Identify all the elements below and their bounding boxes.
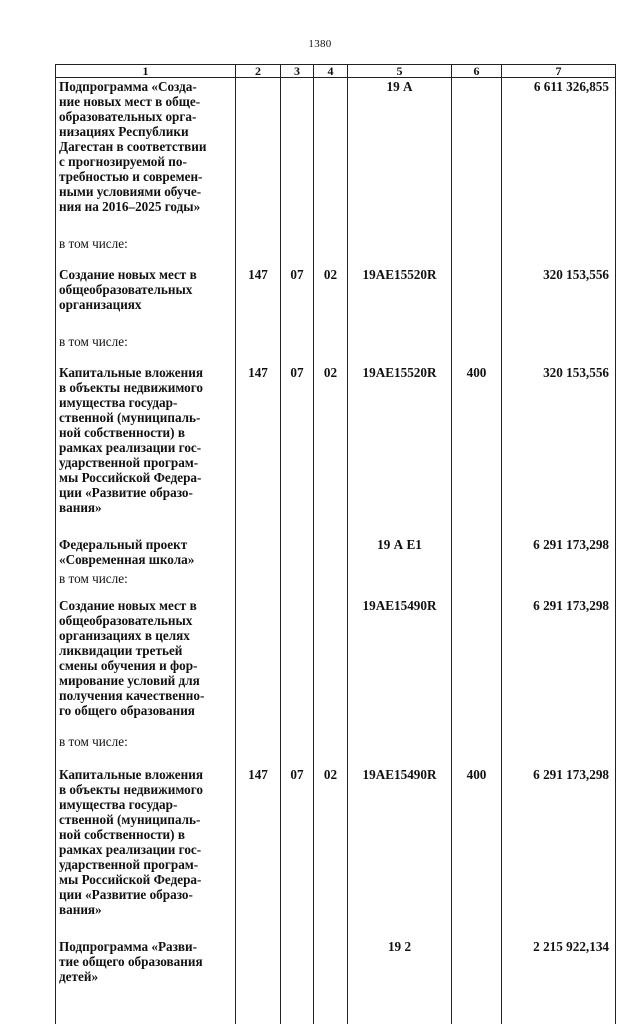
target-article-cell (348, 515, 452, 567)
table-body (56, 78, 616, 1024)
section-code-cell (281, 349, 314, 515)
column-header: 7 (502, 65, 616, 78)
row-name-text: Создание новых мест в общеобразовательных организациях в целях ликвидации третьей смены обучения и фор- мирование условий для получения качественно- го общего образования (59, 598, 204, 718)
admin-code-cell (236, 312, 281, 349)
section-code-cell (281, 718, 314, 749)
amount-cell (502, 917, 616, 984)
expense-type-cell (452, 718, 502, 749)
subsection-code-text: 02 (324, 267, 337, 282)
admin-code-cell (236, 349, 281, 515)
admin-code-cell (236, 567, 281, 586)
row-name-text: Капитальные вложения в объекты недвижимого имущества государ- ственной (муниципаль- ной собственности) в рамках реализации гос- ударственной програм- мы Российской Федера- ции «Развитие образо- вания» (59, 767, 203, 917)
expense-type-cell (452, 214, 502, 251)
expense-type-cell (452, 515, 502, 567)
table-row (56, 312, 616, 349)
column-header: 4 (314, 65, 348, 78)
row-name-cell (56, 349, 236, 515)
row-name-cell (56, 251, 236, 312)
table-row (56, 515, 616, 567)
target-article-cell (348, 749, 452, 917)
amount-cell (502, 586, 616, 718)
section-code-cell (281, 312, 314, 349)
amount-cell (502, 718, 616, 749)
table-row (56, 586, 616, 718)
section-code-text: 07 (290, 365, 303, 380)
column-header: 1 (56, 65, 236, 78)
subsection-code-cell (314, 749, 348, 917)
row-name-text: в том числе: (59, 571, 128, 586)
expense-type-cell (452, 312, 502, 349)
section-code-cell (281, 214, 314, 251)
row-name-cell (56, 586, 236, 718)
section-code-text: 07 (290, 267, 303, 282)
table-row (56, 251, 616, 312)
table-row (56, 214, 616, 251)
section-code-cell (281, 515, 314, 567)
row-name-cell (56, 917, 236, 984)
column-header: 2 (236, 65, 281, 78)
target-article-cell (348, 251, 452, 312)
subsection-code-cell (314, 586, 348, 718)
table-row (56, 78, 616, 215)
filler-cell (452, 984, 502, 1024)
admin-code-text: 147 (248, 365, 268, 380)
row-name-cell (56, 749, 236, 917)
admin-code-text: 147 (248, 267, 268, 282)
subsection-code-cell (314, 214, 348, 251)
admin-code-cell (236, 718, 281, 749)
row-name-text: в том числе: (59, 734, 128, 749)
amount-cell (502, 515, 616, 567)
target-article-cell (348, 349, 452, 515)
target-article-cell (348, 214, 452, 251)
row-name-cell (56, 312, 236, 349)
row-name-cell (56, 515, 236, 567)
section-code-text: 07 (290, 767, 303, 782)
target-article-cell (348, 567, 452, 586)
row-name-cell (56, 214, 236, 251)
admin-code-cell (236, 749, 281, 917)
subsection-code-text: 02 (324, 767, 337, 782)
table-row (56, 749, 616, 917)
section-code-cell (281, 586, 314, 718)
section-code-cell (281, 251, 314, 312)
expense-type-text: 400 (467, 365, 487, 380)
row-name-text: Создание новых мест в общеобразовательных организациях (59, 267, 197, 312)
amount-text: 6 291 173,298 (533, 598, 609, 613)
subsection-code-cell (314, 312, 348, 349)
row-name-cell (56, 78, 236, 215)
target-article-cell (348, 312, 452, 349)
row-name-text: Федеральный проект «Современная школа» (59, 537, 194, 567)
expense-type-cell (452, 251, 502, 312)
amount-text: 2 215 922,134 (533, 939, 609, 954)
amount-text: 6 291 173,298 (533, 537, 609, 552)
section-code-cell (281, 567, 314, 586)
amount-cell (502, 749, 616, 917)
filler-cell (236, 984, 281, 1024)
amount-cell (502, 78, 616, 215)
target-article-cell (348, 78, 452, 215)
admin-code-text: 147 (248, 767, 268, 782)
amount-cell (502, 312, 616, 349)
expense-type-cell (452, 567, 502, 586)
amount-cell (502, 349, 616, 515)
table-row (56, 349, 616, 515)
target-article-cell (348, 917, 452, 984)
budget-table (55, 64, 616, 1024)
subsection-code-cell (314, 567, 348, 586)
section-code-cell (281, 78, 314, 215)
target-article-cell (348, 586, 452, 718)
subsection-code-cell (314, 251, 348, 312)
row-name-text: в том числе: (59, 236, 128, 251)
admin-code-cell (236, 214, 281, 251)
section-code-cell (281, 917, 314, 984)
expense-type-cell (452, 749, 502, 917)
expense-type-cell (452, 917, 502, 984)
target-article-text: 19 2 (388, 939, 411, 954)
amount-cell (502, 251, 616, 312)
column-header: 3 (281, 65, 314, 78)
target-article-text: 19АЕ15490R (363, 767, 437, 782)
column-header: 5 (348, 65, 452, 78)
expense-type-cell (452, 78, 502, 215)
target-article-text: 19 А Е1 (377, 537, 422, 552)
filler-cell (56, 984, 236, 1024)
row-name-cell (56, 718, 236, 749)
admin-code-cell (236, 586, 281, 718)
amount-cell (502, 567, 616, 586)
header-row (56, 65, 616, 78)
table-row (56, 718, 616, 749)
expense-type-cell (452, 586, 502, 718)
filler-cell (314, 984, 348, 1024)
page-number: 1380 (0, 38, 640, 50)
table-row-filler (56, 984, 616, 1024)
row-name-text: Подпрограмма «Разви- тие общего образования детей» (59, 939, 203, 984)
admin-code-cell (236, 78, 281, 215)
subsection-code-cell (314, 78, 348, 215)
amount-text: 6 291 173,298 (533, 767, 609, 782)
amount-text: 320 153,556 (543, 365, 609, 380)
amount-text: 6 611 326,855 (534, 79, 609, 94)
row-name-text: Капитальные вложения в объекты недвижимого имущества государ- ственной (муниципаль- ной собственности) в рамках реализации гос- ударственной програм- мы Российской Федера- ции «Развитие образо- вания» (59, 365, 203, 515)
admin-code-cell (236, 917, 281, 984)
table-row (56, 917, 616, 984)
subsection-code-cell (314, 349, 348, 515)
filler-cell (348, 984, 452, 1024)
row-name-text: в том числе: (59, 334, 128, 349)
column-header: 6 (452, 65, 502, 78)
admin-code-cell (236, 251, 281, 312)
amount-cell (502, 214, 616, 251)
expense-type-text: 400 (467, 767, 487, 782)
subsection-code-cell (314, 515, 348, 567)
filler-cell (281, 984, 314, 1024)
row-name-text: Подпрограмма «Созда- ние новых мест в обще- образовательных орга- низациях Республики Дагестан в соответствии с прогнозируемой по- требностью и современ- ными условиями обуче- ния на 2016–2025 годы» (59, 79, 207, 214)
section-code-cell (281, 749, 314, 917)
row-name-cell (56, 567, 236, 586)
target-article-text: 19АЕ15520R (363, 267, 437, 282)
target-article-text: 19АЕ15490R (363, 598, 437, 613)
amount-text: 320 153,556 (543, 267, 609, 282)
filler-cell (502, 984, 616, 1024)
target-article-text: 19 А (386, 79, 412, 94)
table-row (56, 567, 616, 586)
target-article-cell (348, 718, 452, 749)
subsection-code-text: 02 (324, 365, 337, 380)
admin-code-cell (236, 515, 281, 567)
target-article-text: 19АЕ15520R (363, 365, 437, 380)
subsection-code-cell (314, 718, 348, 749)
subsection-code-cell (314, 917, 348, 984)
expense-type-cell (452, 349, 502, 515)
